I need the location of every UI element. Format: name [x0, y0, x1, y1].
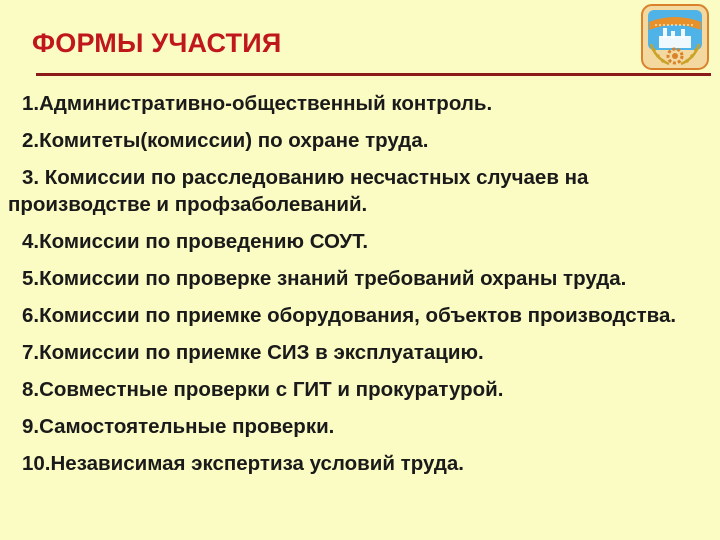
list-item: 4.Комиссии по проведению СОУТ. — [22, 230, 369, 253]
list-item: 9.Самостоятельные проверки. — [22, 415, 335, 438]
list-item: 6.Комиссии по приемке оборудования, объектов производства. — [22, 304, 677, 327]
list-item: 3. Комиссии по расследованию несчастных случаев на производстве и профзаболеваний. — [8, 166, 589, 216]
list-item: 8.Совместные проверки с ГИТ и прокуратурой. — [22, 378, 504, 401]
list-item: 1.Административно-общественный контроль. — [22, 92, 493, 115]
list-item: 7.Комиссии по приемке СИЗ в эксплуатацию. — [22, 341, 484, 364]
slide-title: ФОРМЫ УЧАСТИЯ — [32, 28, 282, 58]
list-item: 2.Комитеты(комиссии) по охране труда. — [22, 129, 429, 152]
participation-forms-list — [8, 90, 712, 487]
title-divider — [36, 73, 711, 76]
list-item: 5.Комиссии по проверке знаний требований охраны труда. — [22, 267, 627, 290]
trade-union-emblem-icon — [641, 4, 709, 70]
list-item: 10.Независимая экспертиза условий труда. — [22, 452, 464, 475]
